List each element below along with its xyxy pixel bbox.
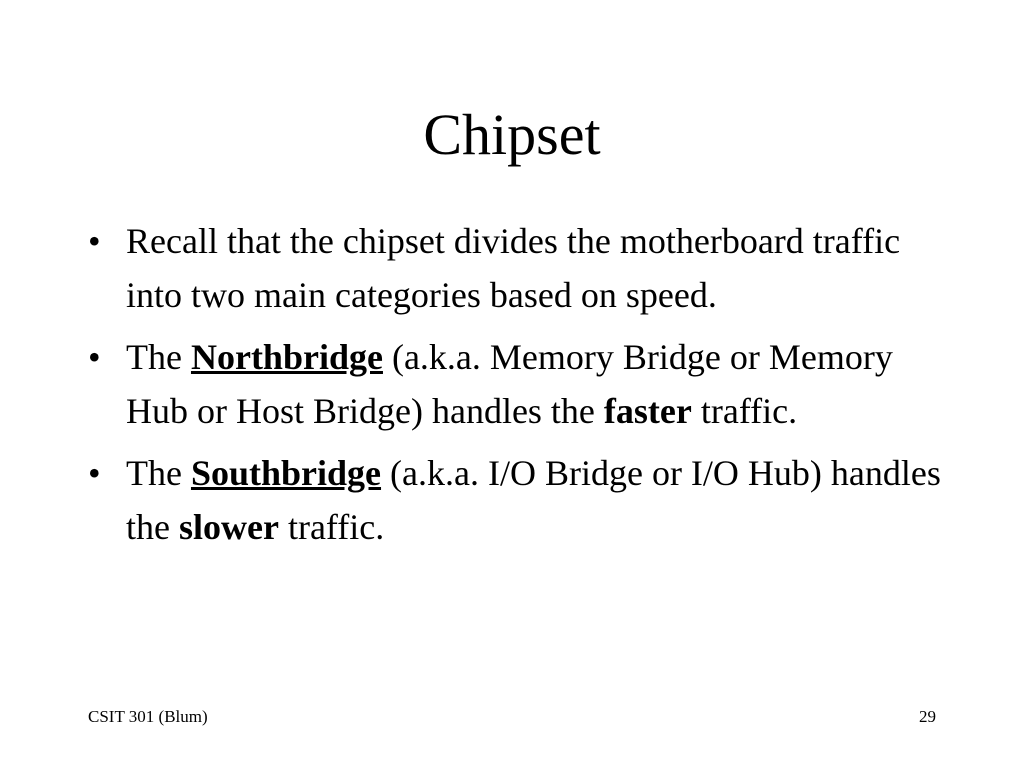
bullet-text-suffix: traffic. [278,507,385,547]
bullet-text: Recall that the chipset divides the motherboard traffic into two main categories based on speed. [126,221,901,315]
footer-course: CSIT 301 (Blum) [88,707,208,726]
bullet-text-middle: (a.k.a. Memory Bridge or Memory Hub or Host Bridge) handles the [126,337,893,431]
bullet-text-middle: (a.k.a. I/O Bridge or I/O Hub) handles the [126,453,941,547]
bullet-item-2 [88,330,948,438]
bullet-marker: • [88,221,101,261]
bullet-text-prefix: The [126,337,191,377]
bullet-marker: • [88,453,101,493]
term-southbridge: Southbridge [190,453,382,493]
emphasis-slower: slower [178,507,279,547]
bullet-item-3 [88,446,948,554]
bullet-item-1 [88,214,948,322]
footer-page-number: 29 [919,707,936,726]
emphasis-faster: faster [603,391,692,431]
bullet-text-prefix: The [126,453,191,493]
slide-title: Chipset [423,102,601,167]
bullet-marker: • [88,337,101,377]
bullet-list [88,214,948,562]
bullet-text-suffix: traffic. [691,391,798,431]
term-northbridge: Northbridge [190,337,383,377]
